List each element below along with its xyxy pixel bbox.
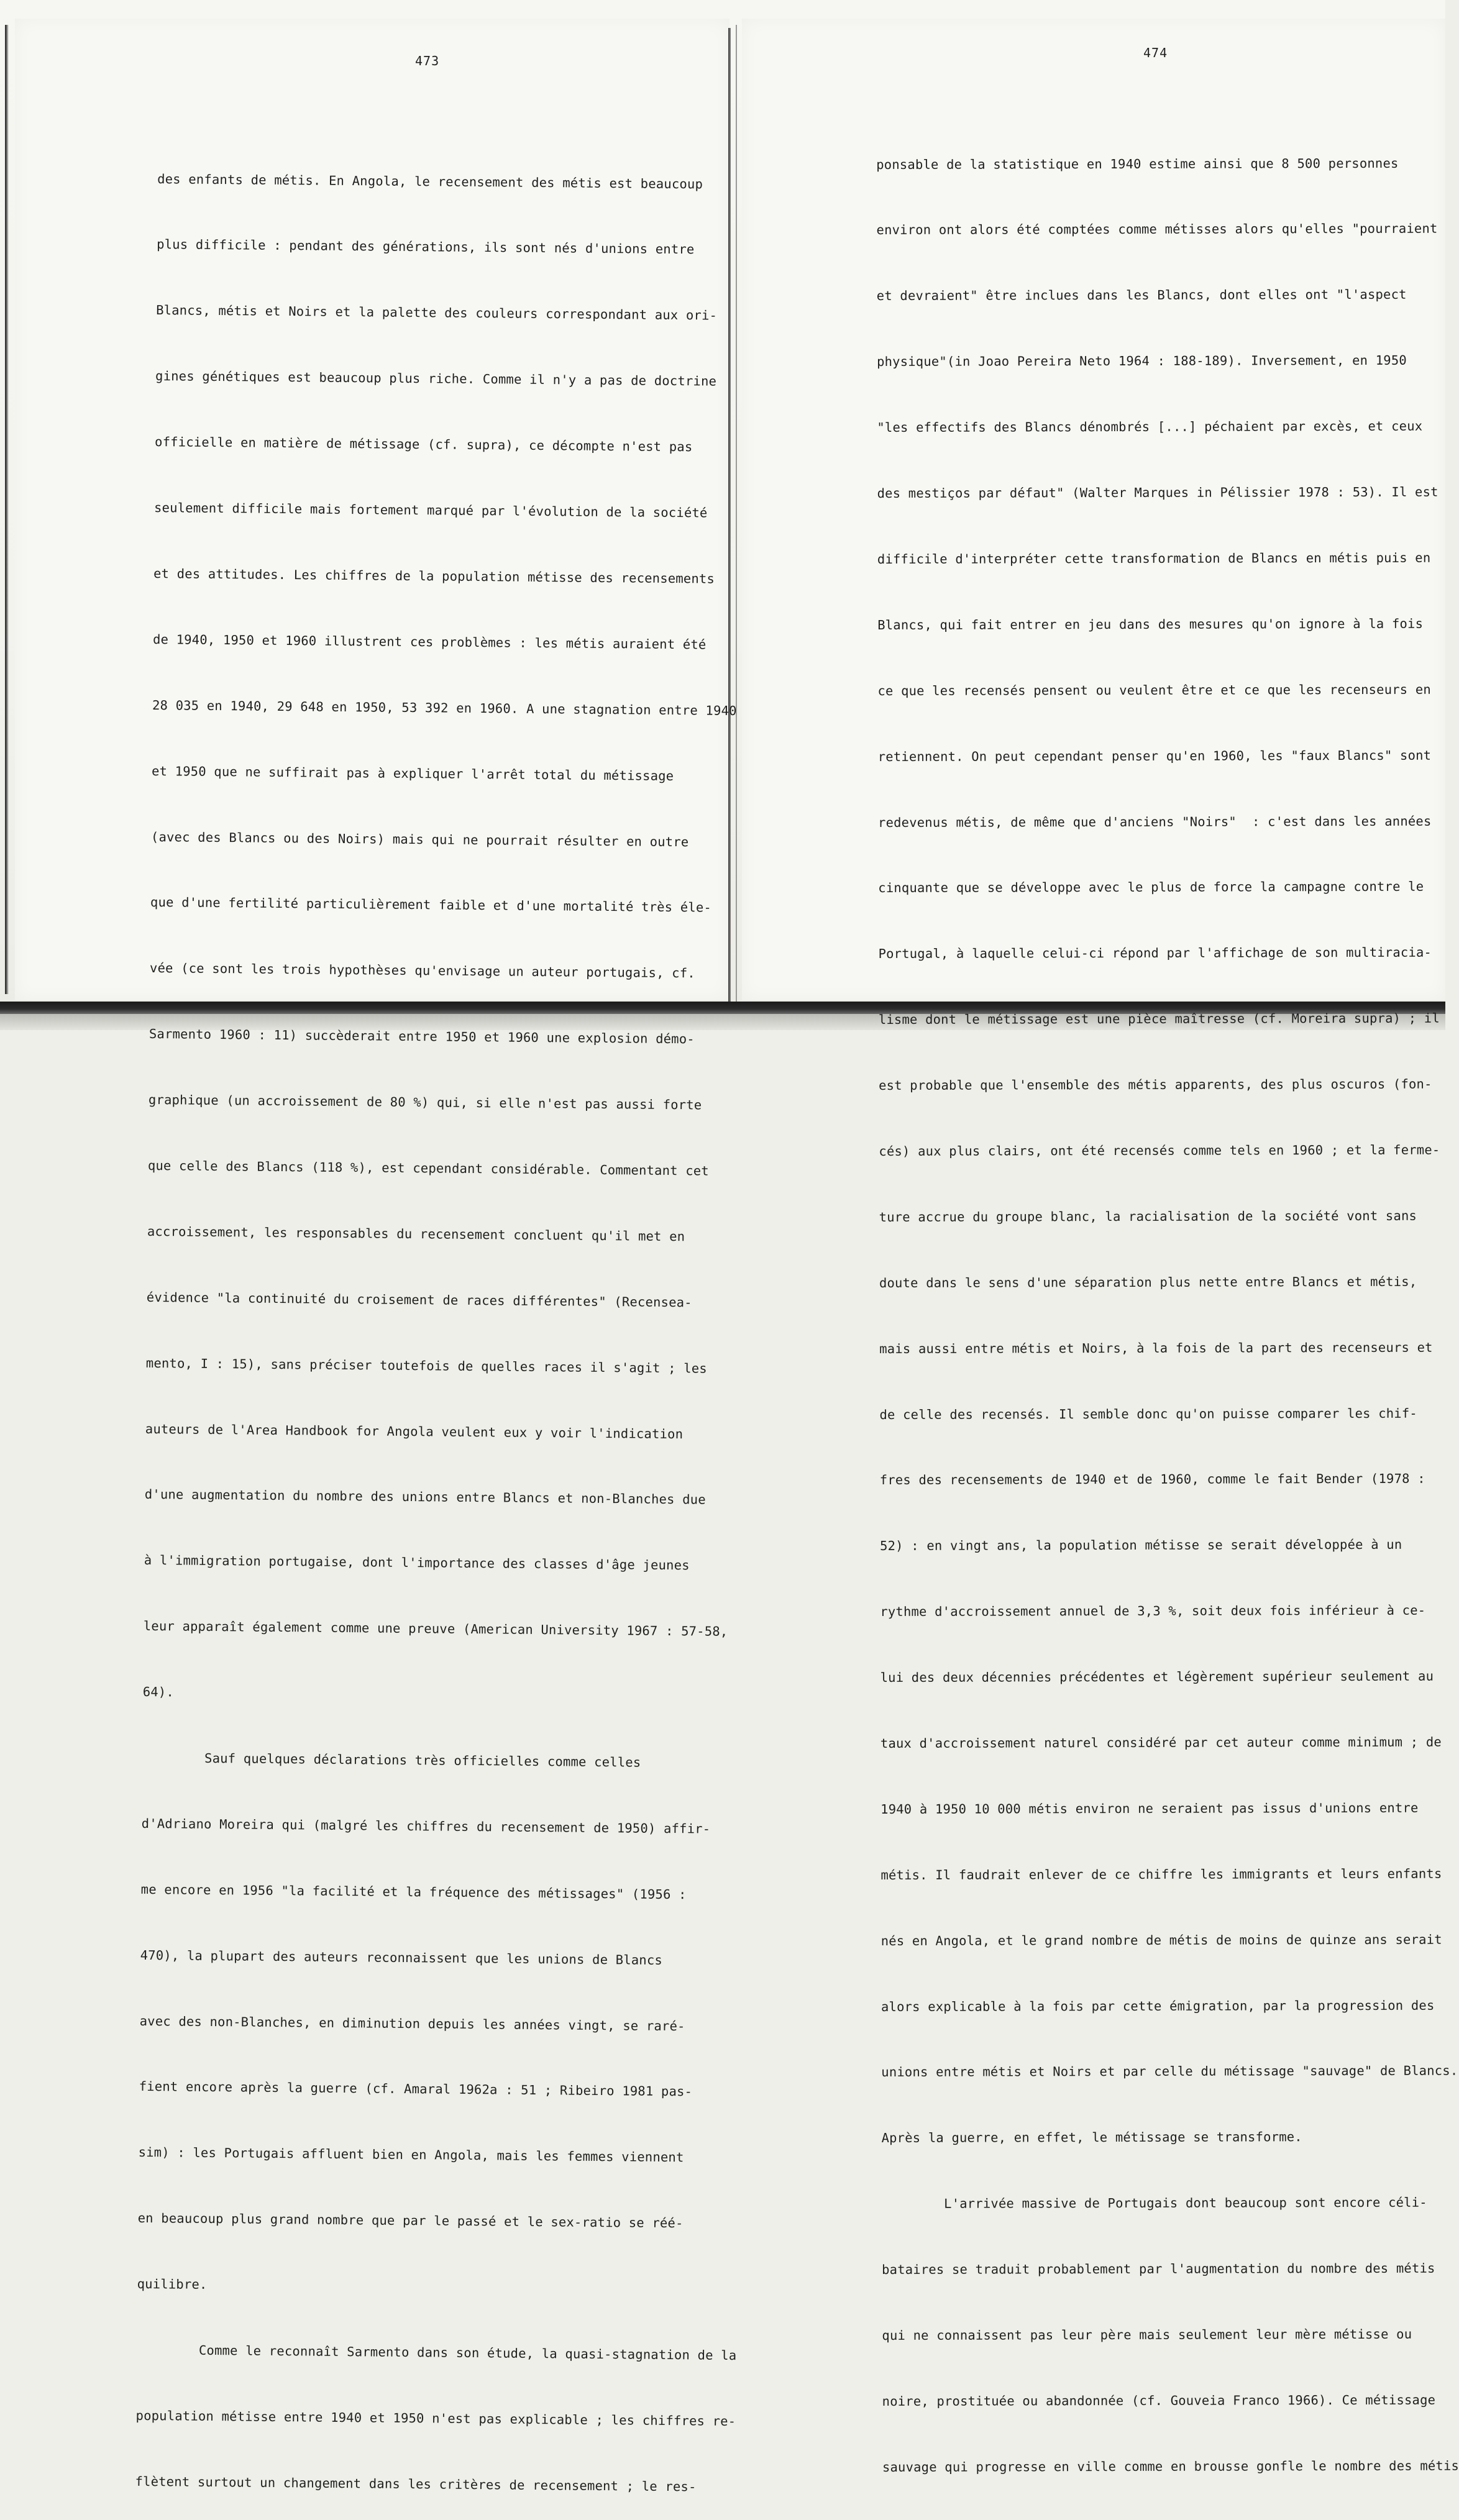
right-page-body: [876, 109, 1459, 2501]
text-line: en beaucoup plus grand nombre que par le passé et le sex-ratio se réé-: [137, 2211, 684, 2231]
text-line: avec des non-Blanches, en diminution depuis les années vingt, se raré-: [139, 2013, 685, 2034]
text-line: à l'immigration portugaise, dont l'importance des classes d'âge jeunes: [144, 1553, 690, 1573]
text-line: population métisse entre 1940 et 1950 n'est pas explicable ; les chiffres re-: [135, 2408, 736, 2429]
text-line: auteurs de l'Area Handbook for Angola veulent eux y voir l'indication: [145, 1421, 684, 1441]
text-line: doute dans le sens d'une séparation plus nette entre Blancs et métis,: [879, 1274, 1417, 1290]
text-line: difficile d'interpréter cette transformation de Blancs en métis puis en: [877, 550, 1431, 567]
text-line: plus difficile : pendant des générations, ils sont nés d'unions entre: [157, 237, 695, 257]
text-line: noire, prostituée ou abandonnée (cf. Gouveia Franco 1966). Ce métissage: [882, 2392, 1436, 2409]
text-line: rythme d'accroissement annuel de 3,3 %, soit deux fois inférieur à ce-: [880, 1602, 1426, 1620]
text-line: Après la guerre, en effet, le métissage se transforme.: [881, 2129, 1302, 2146]
text-line: est probable que l'ensemble des métis apparents, des plus oscuros (fon-: [879, 1076, 1432, 1093]
text-line: leur apparaît également comme une preuve (American University 1967 : 57-58,: [143, 1618, 728, 1640]
text-line: 64).: [142, 1684, 175, 1700]
text-line: nés en Angola, et le grand nombre de métis de moins de quinze ans serait: [880, 1932, 1442, 1948]
text-line: ce que les recensés pensent ou veulent être et ce que les recenseurs en: [877, 682, 1431, 698]
text-line: que d'une fertilité particulièrement faible et d'une mortalité très éle-: [150, 895, 712, 916]
text-line: Sarmento 1960 : 11) succèderait entre 1950 et 1960 une explosion démo-: [149, 1026, 695, 1047]
text-line: ponsable de la statistique en 1940 estime ainsi que 8 500 personnes: [876, 155, 1399, 172]
text-line: Blancs, métis et Noirs et la palette des couleurs correspondant aux ori-: [156, 303, 718, 324]
text-line: bataires se traduit probablement par l'augmentation du nombre des métis: [882, 2260, 1435, 2278]
text-line: graphique (un accroissement de 80 %) qui, si elle n'est pas aussi forte: [148, 1092, 702, 1113]
text-line: qui ne connaissent pas leur père mais seulement leur mère métisse ou: [882, 2326, 1412, 2343]
text-line: de celle des recensés. Il semble donc qu'on puisse comparer les chif-: [879, 1405, 1417, 1422]
text-line: gines génétiques est beaucoup plus riche. Comme il n'y a pas de doctrine: [155, 368, 717, 389]
text-line: physique"(in Joao Pereira Neto 1964 : 188-189). Inversement, en 1950: [877, 353, 1407, 370]
text-line: accroissement, les responsables du recensement concluent qu'il met en: [147, 1223, 685, 1244]
text-line: fient encore après la guerre (cf. Amaral 1962a : 51 ; Ribeiro 1981 pas-: [139, 2079, 693, 2099]
text-line: alors explicable à la fois par cette émigration, par la progression des: [880, 1997, 1435, 2014]
text-line: taux d'accroissement naturel considéré par cet auteur comme minimum ; de: [880, 1734, 1442, 1751]
text-line: et devraient" être inclues dans les Blancs, dont elles ont "l'aspect: [876, 287, 1407, 304]
text-line: sauvage qui progresse en ville comme en brousse gonfle le nombre des métis: [882, 2458, 1459, 2475]
left-page-body: [135, 124, 758, 2520]
text-line: Comme le reconnaît Sarmento dans son étude, la quasi-stagnation de la: [136, 2342, 737, 2363]
text-line: vée (ce sont les trois hypothèses qu'envisage un auteur portugais, cf.: [149, 961, 695, 981]
text-line: quilibre.: [137, 2276, 208, 2293]
text-line: 52) : en vingt ans, la population métisse se serait développée à un: [880, 1537, 1402, 1554]
text-line: redevenus métis, de même que d'anciens "Noirs" : c'est dans les années: [877, 813, 1432, 830]
text-line: d'une augmentation du nombre des unions entre Blancs et non-Blanches due: [144, 1487, 706, 1507]
text-line: d'Adriano Moreira qui (malgré les chiffres du recensement de 1950) affir-: [141, 1815, 711, 1837]
text-line: cinquante que se développe avec le plus de force la campagne contre le: [878, 879, 1424, 896]
text-line: des mestiços par défaut" (Walter Marques in Pélissier 1978 : 53). Il est: [877, 484, 1438, 501]
text-line: environ ont alors été comptées comme métisses alors qu'elles "pourraient: [876, 221, 1438, 238]
text-line: (avec des Blancs ou des Noirs) mais qui ne pourrait résulter en outre: [150, 829, 689, 849]
text-line: flètent surtout un changement dans les critères de recensement ; le res-: [135, 2473, 697, 2495]
text-line: cés) aux plus clairs, ont été recensés comme tels en 1960 ; et la ferme-: [879, 1142, 1440, 1159]
text-line: et des attitudes. Les chiffres de la population métisse des recensements: [153, 565, 715, 587]
text-line: mento, I : 15), sans préciser toutefois de quelles races il s'agit ; les: [145, 1355, 707, 1376]
text-line: et 1950 que ne suffirait pas à expliquer l'arrêt total du métissage: [151, 763, 674, 783]
page-number-right: 474: [1143, 45, 1168, 60]
left-binding-edge: [5, 25, 9, 994]
text-line: que celle des Blancs (118 %), est cependant considérable. Commentant cet: [147, 1157, 710, 1179]
page-number-left: 473: [415, 53, 440, 68]
text-line: mais aussi entre métis et Noirs, à la fois de la part des recenseurs et: [879, 1340, 1433, 1356]
text-line: lui des deux décennies précédentes et légèrement supérieur seulement au: [880, 1668, 1434, 1686]
text-line: 470), la plupart des auteurs reconnaissent que les unions de Blancs: [140, 1947, 663, 1968]
text-line: 1940 à 1950 10 000 métis environ ne seraient pas issus d'unions entre: [880, 1800, 1419, 1817]
text-line: me encore en 1956 "la facilité et la fréquence des métissages" (1956 :: [140, 1881, 687, 1902]
text-line: évidence "la continuité du croisement de races différentes" (Recensea-: [146, 1289, 692, 1310]
text-line: L'arrivée massive de Portugais dont beaucoup sont encore céli-: [881, 2194, 1427, 2212]
text-line: unions entre métis et Noirs et par celle du métissage "sauvage" de Blancs.: [881, 2063, 1458, 2080]
text-line: Sauf quelques déclarations très officielles comme celles: [142, 1750, 641, 1770]
text-line: Portugal, à laquelle celui-ci répond par l'affichage de son multiracia-: [878, 944, 1432, 962]
text-line: 28 035 en 1940, 29 648 en 1950, 53 392 en 1960. A une stagnation entre 1940: [152, 697, 737, 718]
text-line: sim) : les Portugais affluent bien en Angola, mais les femmes viennent: [138, 2145, 684, 2165]
text-line: "les effectifs des Blancs dénombrés [...] péchaient par excès, et ceux: [877, 418, 1423, 436]
text-line: de 1940, 1950 et 1960 illustrent ces problèmes : les métis auraient été: [152, 631, 707, 652]
text-line: des enfants de métis. En Angola, le recensement des métis est beaucoup: [157, 171, 703, 192]
text-line: retiennent. On peut cependant penser qu'en 1960, les "faux Blancs" sont: [877, 747, 1432, 764]
text-line: lisme dont le métissage est une pièce maîtresse (cf. Moreira supra) ; il: [878, 1010, 1440, 1028]
text-line: ture accrue du groupe blanc, la racialisation de la société vont sans: [879, 1208, 1417, 1225]
text-line: fres des recensements de 1940 et de 1960, comme le fait Bender (1978 :: [879, 1471, 1425, 1488]
text-line: métis. Il faudrait enlever de ce chiffre les immigrants et leurs enfants: [880, 1866, 1442, 1883]
text-line: officielle en matière de métissage (cf. supra), ce décompte n'est pas: [154, 434, 693, 455]
text-line: seulement difficile mais fortement marqué par l'évolution de la société: [153, 500, 708, 521]
text-line: Blancs, qui fait entrer en jeu dans des mesures qu'on ignore à la fois: [877, 616, 1424, 632]
